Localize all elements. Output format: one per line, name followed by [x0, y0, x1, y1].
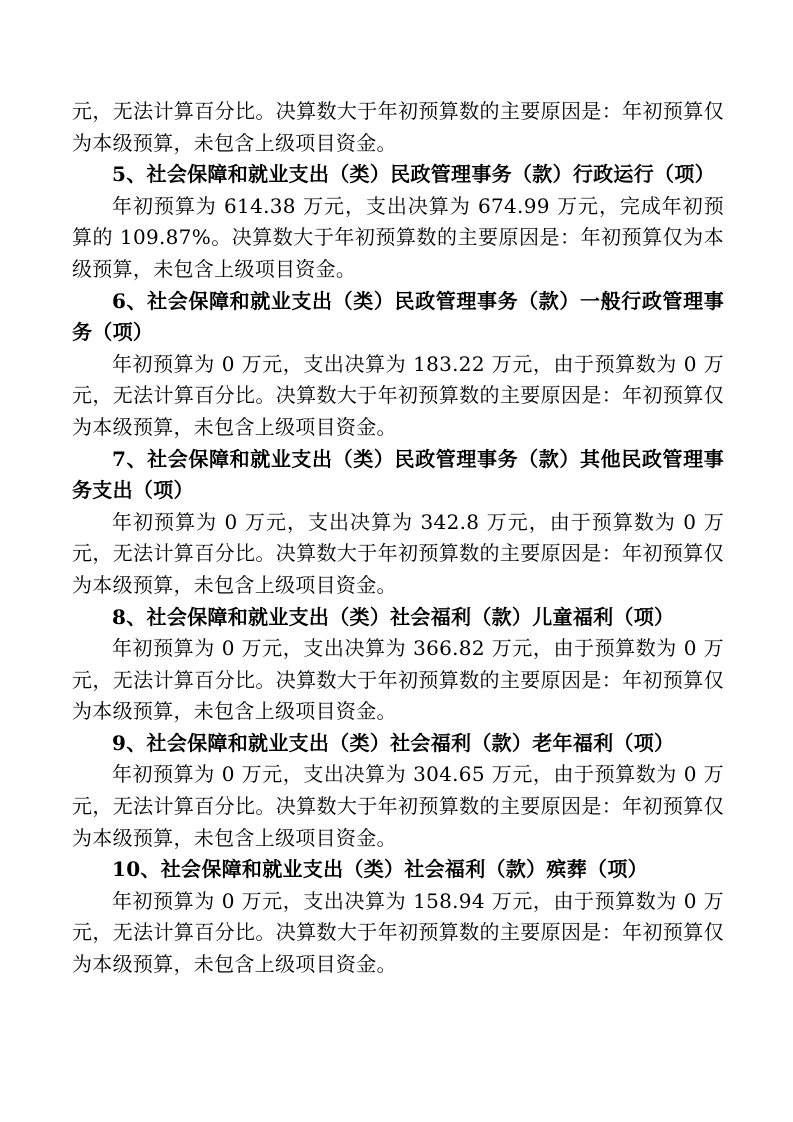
section-heading-10: 10、社会保障和就业支出（类）社会福利（款）殡葬（项） — [112, 857, 648, 882]
section-body-7: 年初预算为 0 万元，支出决算为 342.8 万元，由于预算数为 0 万元，无法计算百分比。决算数大于年初预算数的主要原因是：年初预算仅为本级预算，未包含上级项目资金。 — [72, 509, 724, 597]
section-body-5: 年初预算为 614.38 万元，支出决算为 674.99 万元，完成年初预算的 109.87%。决算数大于年初预算数的主要原因是：年初预算仅为本级预算，未包含上级项目资金。 — [72, 193, 724, 281]
section-body-10: 年初预算为 0 万元，支出决算为 158.94 万元，由于预算数为 0 万元，无法计算百分比。决算数大于年初预算数的主要原因是：年初预算仅为本级预算，未包含上级项目资金。 — [72, 888, 724, 977]
section-heading-5: 5、社会保障和就业支出（类）民政管理事务（款）行政运行（项） — [112, 162, 715, 187]
section-heading-7: 7、社会保障和就业支出（类）民政管理事务（款）其他民政管理事务支出（项） — [72, 446, 724, 503]
section-heading-8: 8、社会保障和就业支出（类）社会福利（款）儿童福利（项） — [112, 604, 675, 629]
section-body-8: 年初预算为 0 万元，支出决算为 366.82 万元，由于预算数为 0 万元，无法计算百分比。决算数大于年初预算数的主要原因是：年初预算仅为本级预算，未包含上级项目资金。 — [72, 636, 724, 724]
document-body — [72, 96, 724, 981]
intro-paragraph: 元，无法计算百分比。决算数大于年初预算数的主要原因是：年初预算仅为本级预算，未包含上级项目资金。 — [72, 99, 724, 155]
section-heading-9: 9、社会保障和就业支出（类）社会福利（款）老年福利（项） — [112, 730, 675, 755]
section-heading-6: 6、社会保障和就业支出（类）民政管理事务（款）一般行政管理事务（项） — [72, 288, 724, 345]
section-body-6: 年初预算为 0 万元，支出决算为 183.22 万元，由于预算数为 0 万元，无法计算百分比。决算数大于年初预算数的主要原因是：年初预算仅为本级预算，未包含上级项目资金。 — [72, 351, 724, 439]
section-body-9: 年初预算为 0 万元，支出决算为 304.65 万元，由于预算数为 0 万元，无法计算百分比。决算数大于年初预算数的主要原因是：年初预算仅为本级预算，未包含上级项目资金。 — [72, 762, 724, 850]
